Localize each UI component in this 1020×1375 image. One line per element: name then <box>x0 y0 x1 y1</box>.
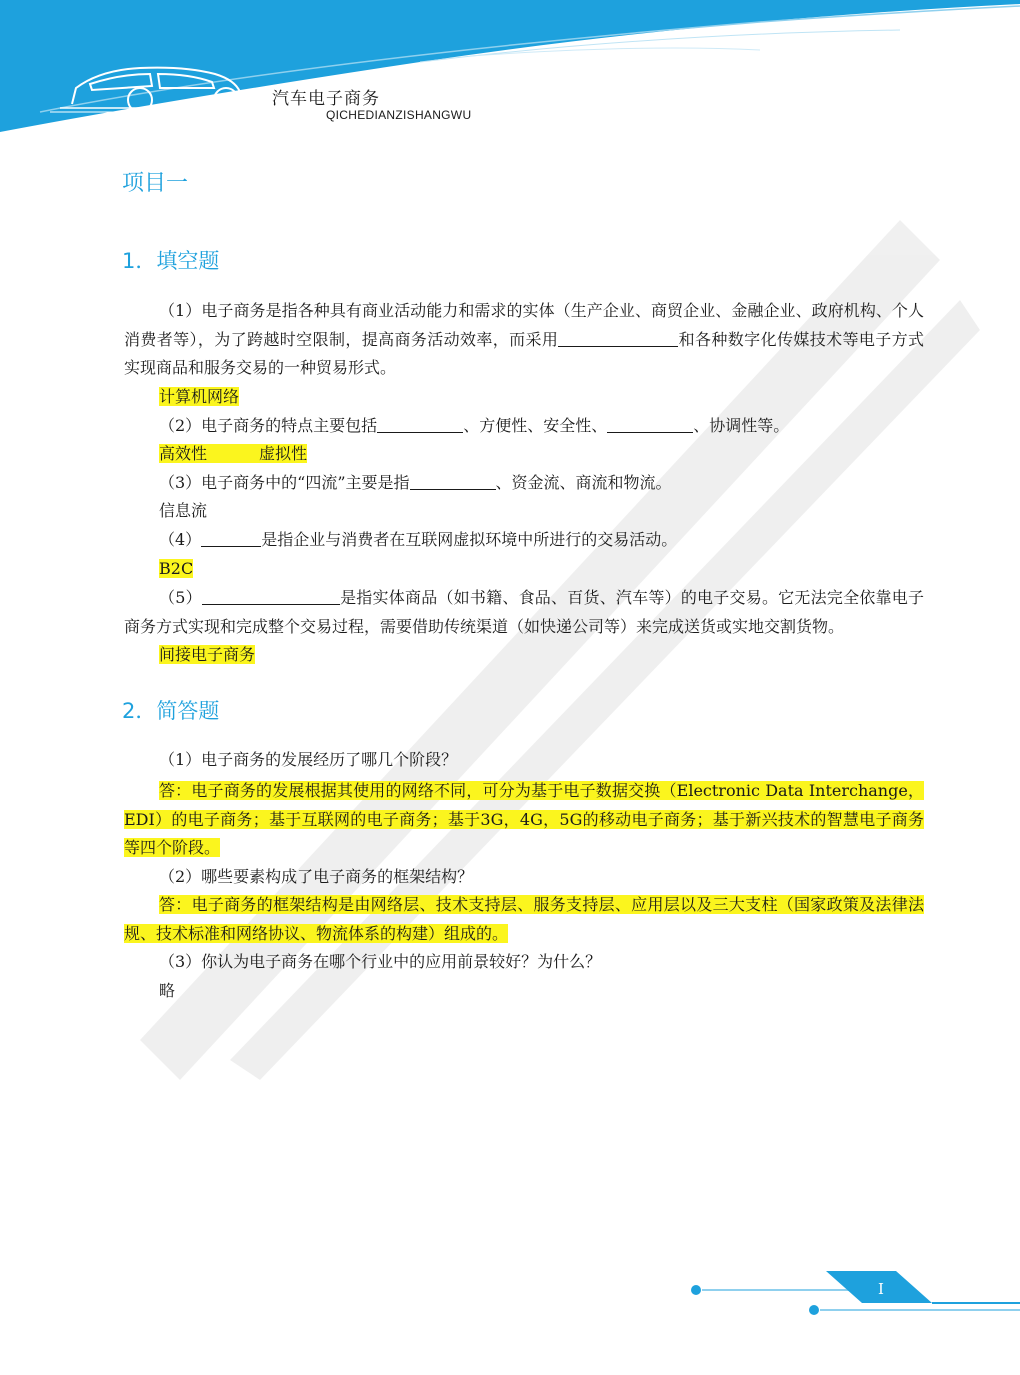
fill-in-question-5 <box>124 584 924 641</box>
short-answer-question-3: （3）你认为电子商务在哪个行业中的应用前景较好？为什么？ <box>159 952 602 971</box>
answer-text: B2C <box>159 559 194 578</box>
short-answer-question-1: （1）电子商务的发展经历了哪几个阶段？ <box>159 750 458 769</box>
question-text: 、资金流、商流和物流。 <box>495 473 672 492</box>
fill-in-answer-4 <box>159 555 193 584</box>
answer-blank <box>377 414 463 433</box>
question-text: （1）电子商务是指各种具有商业活动能力和需求的实体（生产企业、商贸企业、金融企业、政府机构、个人消费者等），为了跨越时空限制，提高商务活动效率，而采用 <box>124 301 924 349</box>
answer-blank <box>201 528 261 547</box>
question-text: （5） <box>159 588 202 607</box>
question-text: （4） <box>159 530 202 549</box>
book-subtitle: QICHEDIANZISHANGWU <box>326 108 472 122</box>
book-title: 汽车电子商务 <box>272 89 380 109</box>
answer-text: 答：电子商务的框架结构是由网络层、技术支持层、服务支持层、应用层以及三大支柱（国家政策及法律法规、技术标准和网络协议、物流体系的构建）组成的。 <box>124 895 924 943</box>
section-heading-fill-in: 1．填空题 <box>122 249 220 273</box>
answer-blank <box>607 414 693 433</box>
answer-text: 信息流 <box>159 501 208 520</box>
fill-in-answer-5 <box>159 641 255 670</box>
answer-blank <box>202 586 340 605</box>
answer-text: 高效性 <box>159 444 208 463</box>
short-answer-answer-2 <box>124 891 924 948</box>
question-text: （2）电子商务的特点主要包括 <box>159 416 378 435</box>
header-banner <box>0 0 1020 140</box>
question-text: 是指企业与消费者在互联网虚拟环境中所进行的交易活动。 <box>261 530 678 549</box>
answer-text: 间接电子商务 <box>159 645 256 664</box>
question-text: 、协调性等。 <box>693 416 790 435</box>
answer-blank <box>558 328 678 347</box>
answer-text: 虚拟性 <box>259 444 308 463</box>
answer-blank <box>410 471 496 490</box>
fill-in-answer-1 <box>159 383 239 412</box>
answer-text: 计算机网络 <box>159 387 240 406</box>
fill-in-question-3 <box>159 469 672 498</box>
short-answer-answer-1 <box>124 777 924 863</box>
fill-in-answer-3 <box>159 497 207 526</box>
answer-text: 答：电子商务的发展根据其使用的网络不同，可分为基于电子数据交换（Electronic Data Interchange，EDI）的电子商务；基于互联网的电子商务；基于3G，4G，5G的移动电子商务；基于新兴技术的智慧电子商务等四个阶段。 <box>124 781 924 857</box>
question-text: 、方便性、安全性、 <box>463 416 608 435</box>
section-heading-short-answer: 2．简答题 <box>122 699 220 723</box>
fill-in-question-1 <box>124 297 924 383</box>
question-text: （3）电子商务中的“四流”主要是指 <box>159 473 410 492</box>
fill-in-answer-2 <box>159 440 307 469</box>
fill-in-question-2 <box>159 412 789 441</box>
question-text: 是指实体商品（如书籍、食品、百货、汽车等）的电子交易。它无法完全依靠电子商务方式实现和完成整个交易过程，需要借助传统渠道（如快递公司等）来完成送货或实地交割货物。 <box>124 588 924 636</box>
footer-decoration <box>680 1265 1020 1325</box>
project-title: 项目一 <box>122 171 189 196</box>
fill-in-question-4 <box>159 526 677 555</box>
question-text: 和各种数字化传媒技术等电子方式实现商品和服务交易的一种贸易形式。 <box>124 329 924 377</box>
short-answer-answer-3: 略 <box>159 981 176 1000</box>
short-answer-question-2: （2）哪些要素构成了电子商务的框架结构？ <box>159 867 474 886</box>
page-number: I <box>878 1280 884 1298</box>
